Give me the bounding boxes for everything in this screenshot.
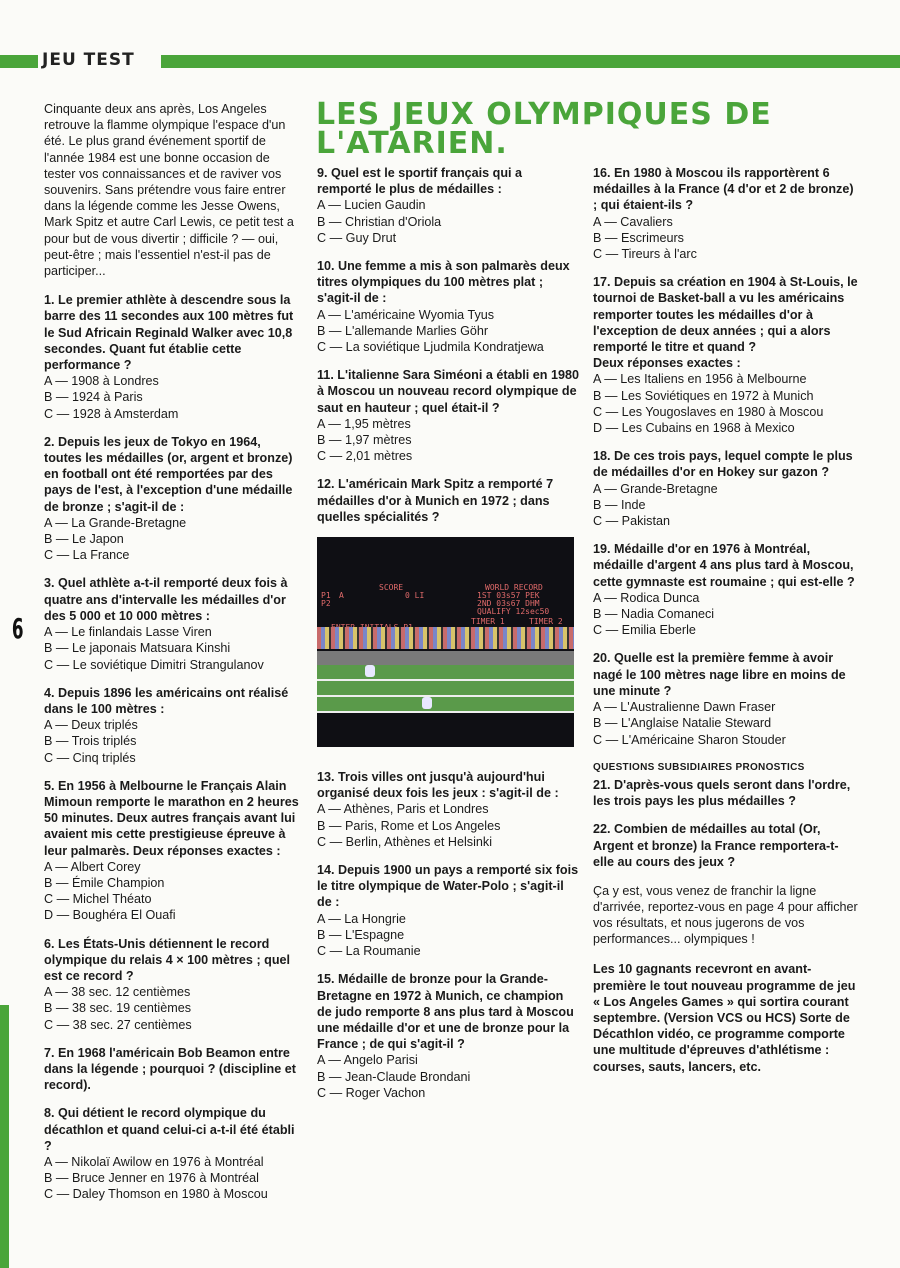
answer-option: C — Emilia Eberle [593, 623, 696, 638]
question [593, 777, 858, 809]
answer-option: A — Les Italiens en 1956 à Melbourne [593, 372, 807, 387]
question-text: 10. Une femme a mis à son palmarès deux titres olympiques du 100 mètres plat ; s'agit-il de : [317, 259, 570, 306]
answer-option: B — Christian d'Oriola [317, 214, 442, 229]
question [317, 862, 579, 959]
question [317, 971, 579, 1101]
page-number: 6 [11, 612, 24, 645]
hud-li: 0 LI [405, 591, 425, 601]
question [593, 448, 858, 529]
prize-paragraph: Les 10 gagnants recevront en avant-première le tout nouveau programme de jeu « Los Angeles Games » qui sortira courant septembre. (Version VCS ou HCS) Sorte de Décathlon vidéo, ce programme comporte une multitude d'épreuves d'athlétisme : courses, sauts, lancers, etc. [593, 962, 856, 1074]
answer-option: B — Trois triplés [44, 734, 137, 749]
question-text: 5. En 1956 à Melbourne le Français Alain Mimoun remporte le marathon en 2 heures 50 minutes. Deux autres français avant lui avaient mis cette prestigieuse épreuve à leur palmarès. Deux réponses exactes : [44, 778, 299, 858]
question-text: 12. L'américain Mark Spitz a remporté 7 médailles d'or à Munich en 1972 ; dans quelles spécialités ? [317, 477, 554, 524]
answer-option: C — Daley Thomson en 1980 à Moscou [44, 1187, 268, 1202]
answer-option: B — Jean-Claude Brondani [317, 1069, 471, 1084]
hud-timer1: TIMER 1 [471, 617, 505, 627]
track-lane-1 [317, 665, 574, 679]
answer-option: A — Grande-Bretagne [593, 481, 718, 496]
questions-col3b [593, 777, 858, 870]
answer-option: B — Escrimeurs [593, 230, 684, 245]
closing-paragraph: Ça y est, vous venez de franchir la ligne d'arrivée, reportez-vous en page 4 pour afficher vos résultats, et nous jugerons de vos performances... olympiques ! [593, 883, 858, 947]
question [317, 165, 579, 246]
answer-option: C — 1928 à Amsterdam [44, 406, 179, 421]
answer-option: A — Cavaliers [593, 214, 673, 229]
answer-option: C — Michel Théato [44, 892, 152, 907]
hud-p1: P1 [321, 591, 331, 601]
question-text: 14. Depuis 1900 un pays a remporté six fois le titre olympique de Water-Polo ; s'agit-il de : [317, 863, 579, 910]
crowd-stands [317, 627, 574, 649]
lane-line [317, 711, 574, 713]
section-tag: JEU TEST [42, 50, 135, 70]
header-bar-right [161, 55, 900, 68]
question-text: 21. D'après-vous quels seront dans l'ordre, les trois pays les plus médailles ? [593, 777, 851, 809]
answer-option: C — Pakistan [593, 514, 670, 529]
question [44, 1045, 302, 1094]
answer-option: B — Le japonais Matsuara Kinshi [44, 641, 231, 656]
question-text: 9. Quel est le sportif français qui a remporté le plus de médailles : [317, 166, 523, 197]
question [44, 778, 302, 924]
answer-option: D — Les Cubains en 1968 à Mexico [593, 421, 795, 436]
answer-option: B — 1,97 mètres [317, 433, 412, 448]
question-text: 11. L'italienne Sara Siméoni a établi en 1980 à Moscou un nouveau record olympique de saut en hauteur ; quel était-il ? [317, 368, 579, 415]
answer-option: B — 1924 à Paris [44, 390, 143, 405]
answer-option: B — 38 sec. 19 centièmes [44, 1001, 191, 1016]
question-text: 4. Depuis 1896 les américains ont réalisé dans le 100 mètres : [44, 685, 289, 716]
hud-timer2: TIMER 2 [529, 617, 563, 627]
column-3 [593, 165, 858, 1087]
hud-a: A [339, 591, 344, 601]
question-text: 20. Quelle est la première femme à avoir nagé le 100 mètres nage libre en moins de une minute ? [593, 651, 846, 698]
question-text: 18. De ces trois pays, lequel compte le plus de médailles d'or en Hokey sur gazon ? [593, 449, 853, 480]
questions-col3 [593, 165, 858, 748]
question [593, 165, 858, 262]
runner-sprite [365, 665, 375, 677]
answer-option: A — Le finlandais Lasse Viren [44, 625, 212, 640]
question-text: 8. Qui détient le record olympique du décathlon et quand celui-ci a-t-il été établi ? [44, 1106, 295, 1153]
answer-option: A — La Hongrie [317, 911, 406, 926]
question-text: 13. Trois villes ont jusqu'à aujourd'hui organisé deux fois les jeux : s'agit-il de : [317, 770, 559, 801]
answer-option: A — 1908 à Londres [44, 374, 159, 389]
answer-option: B — L'Espagne [317, 927, 405, 942]
answer-option: B — Les Soviétiques en 1972 à Munich [593, 388, 814, 403]
question-text: 19. Médaille d'or en 1976 à Montréal, médaille d'argent 4 ans plus tard à Moscou, cette gymnaste est roumaine ; qui est-elle ? [593, 542, 855, 589]
question-subnote: Deux réponses exactes : [593, 356, 741, 371]
column-2 [317, 165, 579, 1113]
answer-option: B — L'Anglaise Natalie Steward [593, 716, 772, 731]
question [317, 367, 579, 464]
question [44, 292, 302, 422]
runner-sprite [422, 697, 432, 709]
answer-option: A — Deux triplés [44, 718, 138, 733]
answer-option: A — 1,95 mètres [317, 416, 411, 431]
answer-option: B — L'allemande Marlies Göhr [317, 323, 489, 338]
questions-col2b [317, 769, 579, 1101]
answer-option: B — Bruce Jenner en 1976 à Montréal [44, 1171, 259, 1186]
question [44, 685, 302, 766]
questions-col1 [44, 292, 302, 1202]
answer-option: A — L'Australienne Dawn Fraser [593, 700, 776, 715]
track-lane-2 [317, 681, 574, 695]
answer-option: C — Berlin, Athènes et Helsinki [317, 834, 492, 849]
question [44, 575, 302, 672]
answer-option: C — La France [44, 548, 130, 563]
question-text: 15. Médaille de bronze pour la Grande-Bretagne en 1972 à Munich, ce champion de judo remporte 8 ans plus tard à Moscou une médaille d'or et une de bronze pour la France ; de qui s'agit-il ? [317, 972, 574, 1052]
answer-option: A — Angelo Parisi [317, 1053, 418, 1068]
answer-option: C — Cinq triplés [44, 750, 136, 765]
question-text: 16. En 1980 à Moscou ils rapportèrent 6 médailles à la France (4 d'or et 2 de bronze) ; qui étaient-ils ? [593, 166, 854, 213]
question [317, 258, 579, 355]
question [44, 434, 302, 564]
question [593, 650, 858, 747]
answer-option: C — La soviétique Ljudmila Kondratjewa [317, 340, 544, 355]
question [317, 476, 579, 525]
track-lane-3 [317, 697, 574, 711]
question [593, 541, 858, 638]
game-screenshot [317, 537, 574, 747]
answer-option: C — 38 sec. 27 centièmes [44, 1017, 192, 1032]
hud-score: SCORE [379, 583, 404, 593]
question [317, 769, 579, 850]
header-bar-left [0, 55, 38, 68]
answer-option: C — Tireurs à l'arc [593, 247, 697, 262]
questions-col2a [317, 165, 579, 525]
answer-option: D — Boughéra El Ouafi [44, 908, 176, 923]
track-wall [317, 651, 574, 665]
question [593, 274, 858, 436]
question [44, 1105, 302, 1202]
answer-option: A — Rodica Dunca [593, 590, 700, 605]
hud-r2: 2ND 03s67 DHM [477, 599, 540, 609]
hud-p2: P2 [321, 599, 331, 609]
answer-option: B — Émile Champion [44, 875, 165, 890]
answer-option: A — Nikolaï Awilow en 1976 à Montréal [44, 1154, 264, 1169]
answer-option: A — L'américaine Wyomia Tyus [317, 307, 495, 322]
subsidiary-label: QUESTIONS SUBSIDIAIRES PRONOSTICS [593, 761, 805, 773]
question-text: 1. Le premier athlète à descendre sous la barre des 11 secondes aux 100 mètres fut le Sud Africain Reginald Walker avec 10,8 secondes. Quant fut établie cette performance ? [44, 293, 294, 373]
intro-paragraph: Cinquante deux ans après, Los Angeles retrouve la flamme olympique l'espace d'un été. Le plus grand événement sportif de l'année 1984 est une bonne occasion de tester vos connaissances et de raviver vos souvenirs. Sans prétendre vous faire entrer dans la légende comme les Jesse Owens, Mark Spitz et autre Carl Lewis, ce petit test a pour but de vous divertir ; difficile ? — oui, peut-être ; mais l'essentiel n'est-il pas de participer... [44, 102, 294, 279]
question [593, 821, 858, 870]
answer-option: A — Albert Corey [44, 859, 141, 874]
answer-option: C — 2,01 mètres [317, 449, 413, 464]
answer-option: C — Les Yougoslaves en 1980 à Moscou [593, 404, 824, 419]
question-text: 22. Combien de médailles au total (Or, Argent et bronze) la France remportera-t-elle au cours des jeux ? [593, 822, 839, 869]
question-text: 2. Depuis les jeux de Tokyo en 1964, toutes les médailles (or, argent et bronze) en football ont été remportées par des pays de l'est, à l'exception d'une médaille de bronze ; s'agit-il de : [44, 434, 293, 514]
article-title: LES JEUX OLYMPIQUES DE L'ATARIEN. [316, 97, 772, 161]
question-text: 7. En 1968 l'américain Bob Beamon entre dans la légende ; pourquoi ? (discipline et record). [44, 1045, 296, 1093]
answer-option: B — Paris, Rome et Los Angeles [317, 818, 501, 833]
column-1 [44, 101, 302, 1215]
answer-option: C — Le soviétique Dimitri Strangulanov [44, 657, 264, 672]
answer-option: B — Le Japon [44, 532, 124, 547]
left-edge-stripe [0, 1005, 9, 1268]
hud-r1: 1ST 03s57 PEK [477, 591, 540, 601]
answer-option: B — Nadia Comaneci [593, 607, 715, 622]
answer-option: C — Guy Drut [317, 230, 397, 245]
answer-option: A — Athènes, Paris et Londres [317, 802, 489, 817]
answer-option: B — Inde [593, 497, 646, 512]
answer-option: C — Roger Vachon [317, 1085, 426, 1100]
answer-option: C — La Roumanie [317, 944, 421, 959]
answer-option: A — La Grande-Bretagne [44, 515, 187, 530]
question [44, 936, 302, 1033]
question-text: 6. Les États-Unis détiennent le record olympique du relais 4 × 100 mètres ; quel est ce record ? [44, 936, 291, 983]
hud-world-record: WORLD RECORD [485, 583, 543, 593]
answer-option: A — 38 sec. 12 centièmes [44, 985, 191, 1000]
question-text: 17. Depuis sa création en 1904 à St-Louis, le tournoi de Basket-ball a vu les américains remporter toutes les médailles d'or à l'exception de deux années ; qui a alors remporté le titre et quand ? [593, 275, 858, 355]
question-text: 3. Quel athlète a-t-il remporté deux fois à quatre ans d'intervalle les médailles d'or des 5 000 et 10 000 mètres : [44, 576, 288, 623]
hud-qualify: QUALIFY 12sec50 [477, 607, 550, 617]
answer-option: C — L'Américaine Sharon Stouder [593, 732, 786, 747]
answer-option: A — Lucien Gaudin [317, 198, 426, 213]
